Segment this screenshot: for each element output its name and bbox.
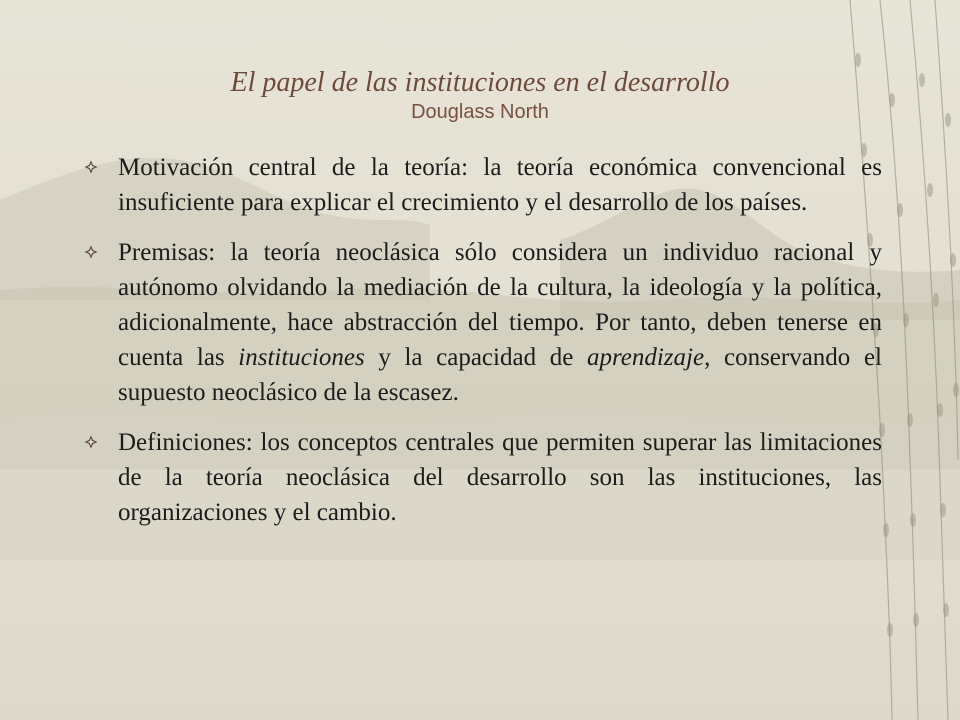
bullet-list bbox=[84, 150, 882, 545]
four-petal-diamond-bullet-icon bbox=[84, 245, 98, 259]
four-petal-diamond-bullet-icon bbox=[84, 160, 98, 174]
bullet-item-definitions bbox=[84, 425, 882, 530]
slide-subtitle: Douglass North bbox=[411, 101, 549, 123]
title-block bbox=[0, 66, 960, 124]
premises-emphasis-instituciones: instituciones bbox=[238, 344, 365, 371]
premises-text-part2: y la capacidad de bbox=[364, 344, 587, 371]
bullet-item-premises bbox=[84, 235, 882, 410]
bullet-text-motivation: Motivación central de la teoría: la teoría económica convencional es insuficiente para explicar el crecimiento y el desarrollo de los países. bbox=[118, 154, 882, 216]
four-petal-diamond-bullet-icon bbox=[84, 435, 98, 449]
bullet-text-definitions: Definiciones: los conceptos centrales que permiten superar las limitaciones de la teoría neoclásica del desarrollo son las instituciones, las organizaciones y el cambio. bbox=[118, 429, 882, 526]
bullet-item-motivation bbox=[84, 150, 882, 220]
premises-emphasis-aprendizaje: aprendizaje bbox=[586, 344, 705, 371]
bullet-text-premises bbox=[118, 235, 882, 410]
slide-title: El papel de las instituciones en el desarrollo bbox=[230, 67, 730, 98]
premises-text-part3: , conservando el supuesto neoclásico de la escasez. bbox=[118, 344, 882, 406]
premises-text-part1: Premisas: la teoría neoclásica sólo considera un individuo racional y autónomo olvidando la mediación de la cultura, la ideología y la política, adicionalmente, hace abstracción del tiempo. Por tanto, deben tenerse en cuenta las bbox=[118, 239, 882, 371]
